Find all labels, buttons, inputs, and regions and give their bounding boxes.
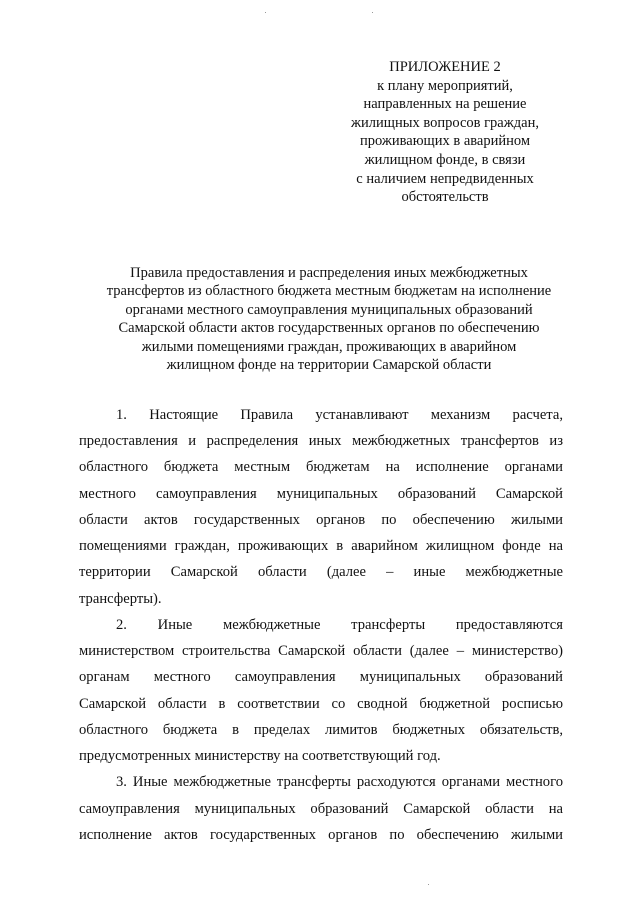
scan-speck	[428, 884, 429, 885]
paragraph-1-line: областного бюджета местным бюджетам на исполнение органами	[79, 459, 563, 475]
appendix-line: проживающих в аварийном	[359, 133, 531, 150]
paragraph-2-line: органам местного самоуправления муниципальных образований	[79, 669, 563, 685]
paragraph-2-line: министерством строительства Самарской области (далее – министерство)	[79, 643, 563, 659]
appendix-line: обстоятельств	[401, 189, 489, 206]
appendix-line: жилищном фонде, в связи	[364, 151, 526, 168]
appendix-line: к плану мероприятий,	[377, 77, 513, 94]
paragraph-1-line: области актов государственных органов по обеспечению жилыми	[79, 512, 563, 528]
appendix-line: жилищных вопросов граждан,	[351, 114, 539, 131]
paragraph-3-line: 3. Иные межбюджетные трансферты расходуются органами местного	[116, 774, 563, 790]
paragraph-1-line: 1. Настоящие Правила устанавливают механизм расчета,	[116, 407, 563, 423]
scan-speck	[265, 12, 266, 13]
title-line: жилищном фонде на территории Самарской области	[166, 357, 492, 374]
appendix-line: направленных на решение	[363, 96, 527, 113]
title-line: органами местного самоуправления муниципальных образований	[125, 301, 533, 318]
title-line: Правила предоставления и распределения иных межбюджетных	[130, 265, 528, 281]
paragraph-1-line: территории Самарской области (далее – иные межбюджетные	[79, 564, 563, 580]
paragraph-1-line: помещениями граждан, проживающих в аварийном жилищном фонде на	[79, 538, 563, 554]
paragraph-1-line: предоставления и распределения иных межбюджетных трансфертов из	[79, 433, 563, 449]
appendix-line: с наличием непредвиденных	[356, 170, 534, 187]
scan-speck	[372, 12, 373, 13]
paragraph-2-line: областного бюджета в пределах лимитов бюджетных обязательств,	[79, 722, 563, 738]
title-line: Самарской области актов государственных органов по обеспечению	[118, 320, 540, 337]
paragraph-1-line: местного самоуправления муниципальных образований Самарской	[79, 486, 563, 502]
paragraph-2-line: 2. Иные межбюджетные трансферты предоставляются	[116, 617, 563, 633]
appendix-block	[330, 58, 560, 207]
title-line: жилыми помещениями граждан, проживающих в аварийном	[141, 338, 517, 355]
paragraph-2-line: Самарской области в соответствии со сводной бюджетной росписью	[79, 696, 563, 712]
paragraph-1-line: трансферты).	[79, 591, 162, 607]
appendix-heading: ПРИЛОЖЕНИЕ 2	[389, 59, 501, 75]
title-line: трансфертов из областного бюджета местным бюджетам на исполнение	[106, 283, 552, 300]
paragraph-3-line: самоуправления муниципальных образований Самарской области на	[79, 801, 563, 817]
paragraph-3-line: исполнение актов государственных органов по обеспечению жилыми	[79, 827, 563, 843]
paragraph-2-line: предусмотренных министерству на соответствующий год.	[79, 748, 441, 764]
document-title	[60, 264, 598, 374]
